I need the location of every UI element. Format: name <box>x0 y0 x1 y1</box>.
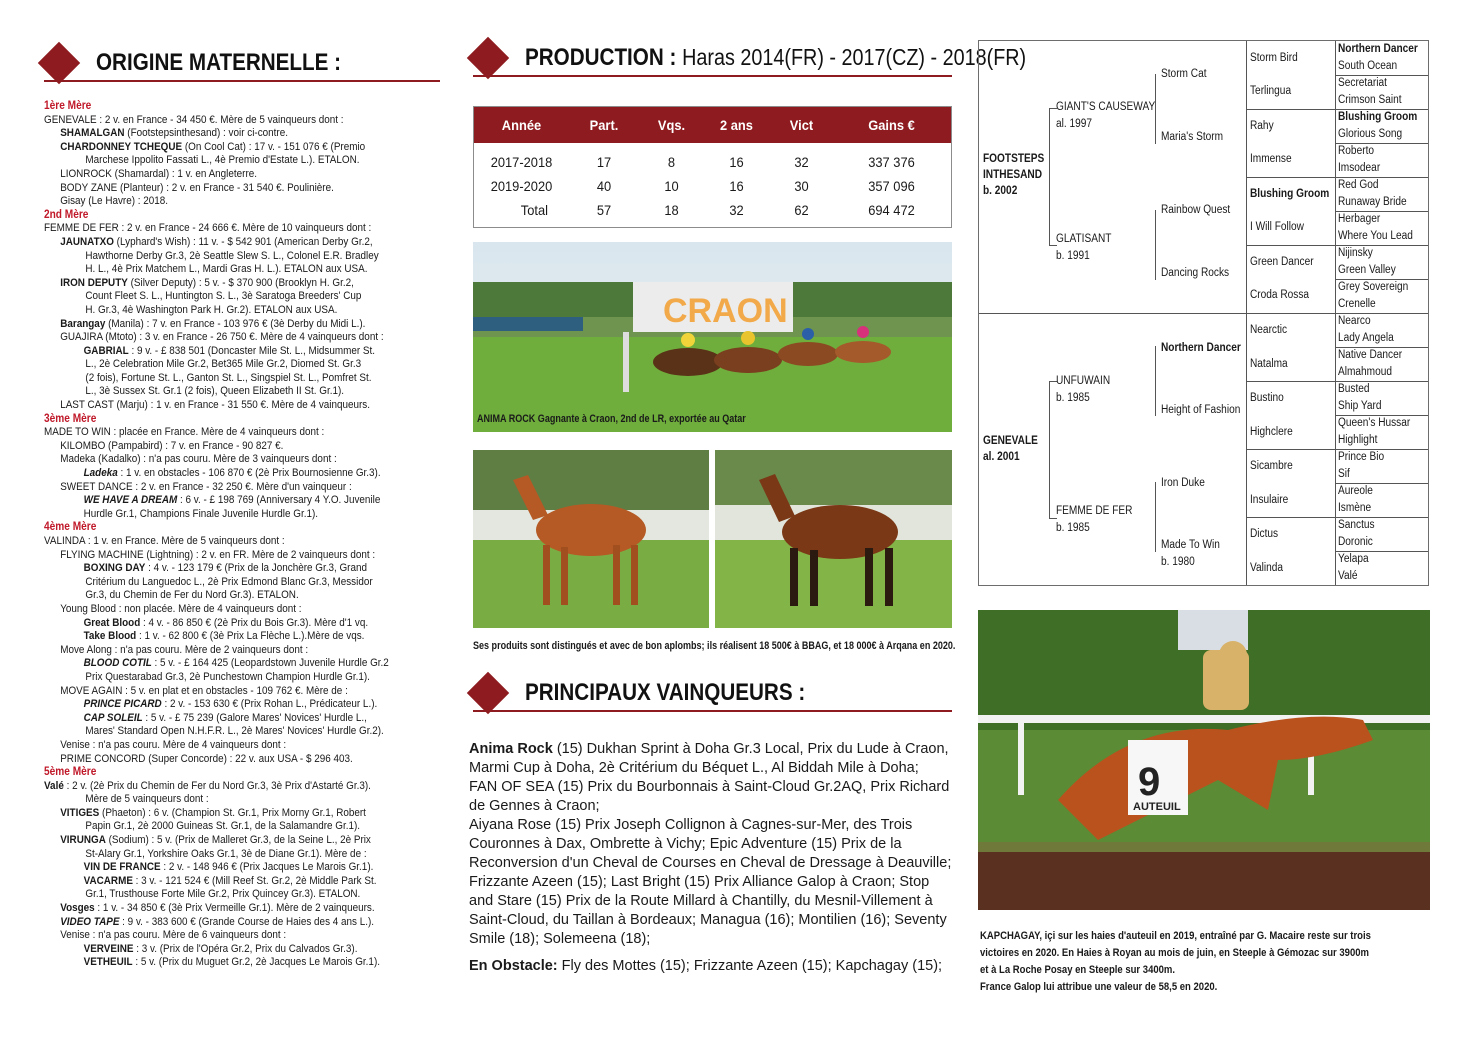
production-table <box>473 106 952 228</box>
text-line: Mares' Standard Open N.H.F.R. L., 2è Mares' Novices' Hurdle Gr.2). <box>85 725 384 738</box>
g5-name: Green Valley <box>1338 264 1396 276</box>
bracket <box>1155 346 1156 416</box>
g2-name: GIANT'S CAUSEWAY <box>1056 101 1156 113</box>
svg-text:CRAON: CRAON <box>663 292 788 330</box>
horse-name: SHAMALGAN <box>60 127 125 140</box>
text-line: MOVE AGAIN : 5 v. en plat et en obstacles - 109 762 €. Mère de : <box>60 684 348 697</box>
text-line: (On Cool Cat) : 17 v. - 151 076 € (Premio <box>182 140 366 153</box>
g5-name: Doronic <box>1338 536 1373 548</box>
text-line: Count Fleet S. L., Huntington S. L., 3è Saratoga Breeders' Cup <box>85 290 362 303</box>
text-line: (Lyphard's Wish) : 11 v. - $ 542 901 (American Derby Gr.2, <box>113 235 373 248</box>
horse-name: BOXING DAY <box>83 562 146 575</box>
text-line: : 9 v. - 383 600 € (Grande Course de Haies des 4 ans L.). <box>119 915 375 928</box>
horse-name: GABRIAL <box>83 344 129 357</box>
g2-birth: b. 1985 <box>1056 522 1090 534</box>
horse-name: WE HAVE A DREAM <box>83 494 178 507</box>
text-line: Marchese Ippolito Fassati L., 4è Premio d'Estate L.). ETALON. <box>85 154 360 167</box>
text-line: : 5 v. - £ 75 239 (Galore Mares' Novices' Hurdle L., <box>142 711 367 724</box>
text-line: : 2 v. - 153 630 € (Prix Rohan L., Prédicateur L.). <box>161 698 378 711</box>
g5-name: Ismène <box>1338 502 1372 514</box>
text-line: Mère de 5 vainqueurs dont : <box>85 793 209 806</box>
col-header: Année <box>501 117 542 133</box>
text-line: (2 fois), Fortune St. L., Ganton St. L., Singspiel St. L., Pomfret St. <box>85 371 372 384</box>
text-line: : 1 v. - 62 800 € (3è Prix La Flèche L.).Mère de vqs. <box>136 630 365 643</box>
text-line: PRIME CONCORD (Super Concorde) : 22 v. aux USA - $ 296 403. <box>60 752 353 765</box>
g5-name: Crenelle <box>1338 298 1376 310</box>
text-line: Prix Questarabad Gr.3, 2è Punchestown Champion Hurdle Gr.1). <box>85 670 370 683</box>
horse-name: IRON DEPUTY <box>60 276 128 289</box>
g4-name: Bustino <box>1250 392 1284 404</box>
text-line: Gr.1, Trusthouse Forte Mile Gr.2, Prix Quincey Gr.3). ETALON. <box>85 888 361 901</box>
bracket <box>1049 381 1050 519</box>
g3-name: Maria's Storm <box>1161 131 1224 143</box>
g3-birth: b. 1980 <box>1161 556 1195 568</box>
g2-name: GLATISANT <box>1056 233 1112 245</box>
bracket <box>1049 108 1050 246</box>
horse-name: PRINCE PICARD <box>83 698 162 711</box>
g5-name: Native Dancer <box>1338 349 1403 361</box>
mere-heading: 2nd Mère <box>44 208 89 221</box>
horse-name: Barangay <box>60 317 106 330</box>
text-line: MADE TO WIN : placée en France. Mère de 4 vainqueurs dont : <box>44 426 325 439</box>
g4-name: Sicambre <box>1250 460 1293 472</box>
mere-heading: 5ème Mère <box>44 766 97 779</box>
text-line: FEMME DE FER : 2 v. en France - 24 666 €. Mère de 10 vainqueurs dont : <box>44 222 372 235</box>
g5-name: Herbager <box>1338 213 1381 225</box>
foal-photo-right <box>715 450 952 628</box>
g2-name: FEMME DE FER <box>1056 505 1133 517</box>
g4-name: Blushing Groom <box>1250 188 1330 200</box>
production-title-label: PRODUCTION : <box>525 44 677 71</box>
kapchagay-caption <box>980 928 1450 996</box>
bracket <box>1155 482 1156 552</box>
caption-line: victoires en 2020. En Haies à Royan au mois de juin, en Steeple à Gémozac sur 3900m <box>980 947 1369 959</box>
g5-name: Almahmoud <box>1338 366 1393 378</box>
text-line: KILOMBO (Pampabird) : 7 v. en France - 90 827 €. <box>60 439 284 452</box>
horse-name: Ladeka <box>83 467 118 480</box>
text-line: H. Gr.3, 4è Washington Park H. Gr.2). ETALON aux USA. <box>85 303 338 316</box>
g4-name: Storm Bird <box>1250 52 1298 64</box>
text-line: : 6 v. - £ 198 769 (Anniversary 4 Y.O. Juvenile <box>177 494 381 507</box>
g3-name: Rainbow Quest <box>1161 204 1231 216</box>
col-header: Vict <box>789 117 814 133</box>
text-line: Critérium du Languedoc L., 2è Prix Edmond Blanc Gr.3, Messidor <box>85 575 373 588</box>
g5-name: Ship Yard <box>1338 400 1382 412</box>
divider <box>1246 449 1428 450</box>
text-line: SWEET DANCE : 2 v. en France - 32 250 €. Mère d'un vainqueur : <box>60 480 352 493</box>
text-line: St-Alary Gr.1, Yorkshire Oaks Gr.1, 3è de Diane Gr.1). Mère de : <box>85 847 367 860</box>
production-header <box>473 40 1027 84</box>
sire-name: FOOTSTEPS <box>983 153 1045 165</box>
g4-name: I Will Follow <box>1250 221 1304 233</box>
g3-name: Storm Cat <box>1161 68 1207 80</box>
g5-name: Queen's Hussar <box>1338 417 1411 429</box>
g5-name: Valé <box>1338 570 1358 582</box>
g5-name: Northern Dancer <box>1338 43 1418 55</box>
table-row <box>474 174 951 198</box>
foal-photo-left <box>473 450 709 628</box>
dam-birth: al. 2001 <box>983 451 1020 463</box>
g5-name: Sif <box>1338 468 1350 480</box>
horse-name: VACARME <box>83 874 133 887</box>
g4-name: Rahy <box>1250 120 1274 132</box>
mere-heading: 4ème Mère <box>44 521 97 534</box>
text-line: Venise : n'a pas couru. Mère de 4 vainqueurs dont : <box>60 738 287 751</box>
text-line: : 2 v. - 148 946 € (Prix Jacques Le Marois Gr.1). <box>160 861 374 874</box>
sire-name: INTHESAND <box>983 169 1043 181</box>
winners-text <box>469 740 953 976</box>
g4-name: Nearctic <box>1250 324 1288 336</box>
cell: 32 <box>729 202 744 218</box>
text-line: BODY ZANE (Planteur) : 2 v. en France - 31 540 €. Poulinière. <box>60 181 334 194</box>
g4-name: Insulaire <box>1250 494 1289 506</box>
g5-name: Highlight <box>1338 434 1378 446</box>
horse-name: Great Blood <box>83 616 141 629</box>
cell: 357 096 <box>868 178 915 194</box>
text-line: L., 2è Celebration Mile Gr.2, Bet365 Mile Gr.2, Diomed St. Gr.3 <box>85 358 362 371</box>
g3-name: Iron Duke <box>1161 477 1205 489</box>
cell: 337 376 <box>868 154 915 170</box>
text-line: : 5 v. (Prix du Muguet Gr.2, 2è Jacques Le Marois Gr.1). <box>132 956 380 969</box>
g5-name: Prince Bio <box>1338 451 1385 463</box>
text-line: : 2 v. (2è Prix du Chemin de Fer du Nord Gr.3, 3è Prix d'Astarté Gr.3). <box>63 779 371 792</box>
text-line: : 5 v. - £ 164 425 (Leopardstown Juvenile Hurdle Gr.2 <box>151 657 389 670</box>
origine-text <box>44 100 444 970</box>
text-line: : 9 v. - £ 838 501 (Doncaster Mile St. L., Midsummer St. <box>128 344 376 357</box>
winner-line: FAN OF SEA (15) Prix du Bourbonnais à Saint-Cloud Gr.2AQ, Prix Richard de Gennes à Craon; <box>469 779 950 814</box>
g4-name: Immense <box>1250 153 1292 165</box>
winner-line: Aiyana Rose (15) Prix Joseph Collignon à Cagnes-sur-Mer, des Trois Couronnes à Dax, Ombrette à Vichy; Epic Adventure (15) Prix de la Reconversion d'un Cheval de Courses en Cheval de Dressage à Deauville; Frizzante Azeen (15); Last Bright (15) Prix Alliance Galop à Craon; Stop and Stare (15) Prix de la Route Millard à Chantilly, du Mesnil-Villement à Saint-Cloud, du Taillan à Bordeaux; Managua (16); Montilien (16); Seventy Smile (18); Solemeena (18); <box>469 817 952 947</box>
production-title <box>525 44 1026 72</box>
cell: Total <box>520 202 548 218</box>
col-header: Gains € <box>868 117 915 133</box>
g4-name: Green Dancer <box>1250 256 1314 268</box>
g3-name: Dancing Rocks <box>1161 267 1230 279</box>
cell: 62 <box>794 202 809 218</box>
cell: 2019-2020 <box>490 178 553 194</box>
g5-name: Yelapa <box>1338 553 1369 565</box>
g2-birth: al. 1997 <box>1056 118 1093 130</box>
cell: 30 <box>794 178 809 194</box>
horse-name: VETHEUIL <box>83 956 133 969</box>
table-row <box>474 198 951 222</box>
header-rule <box>44 80 440 82</box>
sire-birth: b. 2002 <box>983 185 1018 197</box>
text-line: Move Along : n'a pas couru. Mère de 2 vainqueurs dont : <box>60 643 309 656</box>
horse-name: Valé <box>44 779 64 792</box>
winner-line: Fly des Mottes (15); Frizzante Azeen (15); Kapchagay (15); <box>557 958 943 974</box>
g5-name: Busted <box>1338 383 1370 395</box>
text-line: : 4 v. - 123 179 € (Prix de la Jonchère Gr.3, Grand <box>145 562 367 575</box>
text-line: Madeka (Kadalko) : n'a pas couru. Mère de 3 vainqueurs dont : <box>60 453 337 466</box>
cell: 16 <box>729 178 744 194</box>
text-line: FLYING MACHINE (Lightning) : 2 v. en FR. Mère de 2 vainqueurs dont : <box>60 548 376 561</box>
g5-name: Nearco <box>1338 315 1371 327</box>
horse-name: Vosges <box>60 902 95 915</box>
col-header: Part. <box>589 117 619 133</box>
text-line: (Silver Deputy) : 5 v. - $ 370 900 (Brooklyn H. Gr.2, <box>127 276 354 289</box>
g4-name: Terlingua <box>1250 85 1292 97</box>
g4-name: Croda Rossa <box>1250 289 1310 301</box>
cell: 32 <box>794 154 809 170</box>
g2-birth: b. 1991 <box>1056 250 1090 262</box>
cell: 694 472 <box>868 202 915 218</box>
text-line: Papin Gr.1, 2è 2000 Guineas St. Gr.1, de la Salamandre Gr.1). <box>85 820 361 833</box>
g5-name: Red God <box>1338 179 1379 191</box>
g5-name: Blushing Groom <box>1338 111 1418 123</box>
winner-line: (15) Dukhan Sprint à Doha Gr.3 Local, Prix du Lude à Craon, Marmi Cup à Doha, 2è Critérium du Béquet L., Al Biddah Mile à Doha; <box>469 741 949 776</box>
text-line: Gisay (Le Havre) : 2018. <box>60 195 169 208</box>
bracket <box>1155 210 1156 280</box>
text-line: GENEVALE : 2 v. en France - 34 450 €. Mère de 5 vainqueurs dont : <box>44 113 344 126</box>
g5-name: Roberto <box>1338 145 1375 157</box>
text-line: (Phaeton) : 6 v. (Champion St. Gr.1, Prix Morny Gr.1, Robert <box>99 806 366 819</box>
divider <box>1246 245 1428 246</box>
g5-name: Where You Lead <box>1338 230 1413 242</box>
text-line: (Manila) : 7 v. en France - 103 976 € (3è Derby du Midi L.). <box>105 317 366 330</box>
text-line: Gr.3, du Chemin de Fer du Nord Gr.3). ETALON. <box>85 589 299 602</box>
g5-name: Grey Sovereign <box>1338 281 1409 293</box>
saddle-number: 9 <box>1138 760 1161 804</box>
text-line: Hurdle Gr.1, Champions Finale Juvenile Hurdle Gr.1). <box>83 507 319 520</box>
foal-illustration <box>715 450 952 628</box>
text-line: GUAJIRA (Mtoto) : 3 v. en France - 26 750 €. Mère de 4 vainqueurs dont : <box>60 331 384 344</box>
header-rule <box>473 710 952 712</box>
vainqueurs-title: PRINCIPAUX VAINQUEURS : <box>525 679 806 706</box>
text-line: H. L., 4è Prix Matchem L., Mardi Gras H. L.). ETALON aux USA. <box>85 263 368 276</box>
production-subtitle: Haras 2014(FR) - 2017(CZ) - 2018(FR) <box>682 44 1027 70</box>
col-header: 2 ans <box>720 117 753 133</box>
g5-name: Glorious Song <box>1338 128 1403 140</box>
cell: 2017-2018 <box>490 154 553 170</box>
cell: 57 <box>596 202 612 218</box>
g5-name: Nijinsky <box>1338 247 1373 259</box>
g4-name: Dictus <box>1250 528 1279 540</box>
text-line: Venise : n'a pas couru. Mère de 6 vainqueurs dont : <box>60 929 287 942</box>
mere-heading: 1ère Mère <box>44 100 92 112</box>
race-photo-caption: ANIMA ROCK Gagnante à Craon, 2nd de LR, exportée au Qatar <box>477 413 746 425</box>
text-line: : 3 v. (Prix de l'Opéra Gr.2, Prix du Calvados Gr.3). <box>133 942 358 955</box>
cell: 10 <box>664 178 679 194</box>
steeplechase-illustration <box>978 610 1430 910</box>
text-line: (Sodium) : 5 v. (Prix de Malleret Gr.3, de la Seine L., 2è Prix <box>105 834 371 847</box>
race-photo <box>473 242 952 432</box>
g5-name: Crimson Saint <box>1338 94 1402 106</box>
cell: 16 <box>729 154 744 170</box>
text-line: : 1 v. en obstacles - 106 870 € (2è Prix Bournosienne Gr.3). <box>117 467 381 480</box>
text-line: : 1 v. - 34 850 € (3è Prix Vermeille Gr.1). Mère de 2 vainqueurs. <box>94 902 375 915</box>
text-line: L., 3è Sussex St. Gr.1 (2 fois), Queen Elizabeth II St. Gr.1). <box>85 385 345 398</box>
text-line: VALINDA : 1 v. en France. Mère de 5 vainqueurs dont : <box>44 535 285 547</box>
table-row <box>474 150 951 174</box>
caption-line: France Galop lui attribue une valeur de 58,5 en 2020. <box>980 981 1218 993</box>
text-line: (Footstepsinthesand) : voir ci-contre. <box>124 127 288 140</box>
g4-name: Highclere <box>1250 426 1293 438</box>
text-line: : 4 v. - 86 850 € (2è Prix du Bois Gr.3). Mère d'1 vq. <box>140 616 369 629</box>
text-line: Young Blood : non placée. Mère de 4 vainqueurs dont : <box>60 602 302 615</box>
horse-name: Anima Rock <box>469 741 553 757</box>
g3-name: Made To Win <box>1161 539 1220 551</box>
diamond-icon <box>467 37 509 79</box>
g5-name: Imsodear <box>1338 162 1381 174</box>
divider <box>1246 177 1428 178</box>
text-line: LIONROCK (Shamardal) : 1 v. en Angleterre. <box>60 167 258 180</box>
table-header <box>474 107 951 143</box>
vainqueurs-header <box>473 675 952 719</box>
saddle-brand: AUTEUIL <box>1133 801 1181 813</box>
horse-name: VITIGES <box>60 806 100 819</box>
origine-title: ORIGINE MATERNELLE : <box>96 49 342 76</box>
g5-name: South Ocean <box>1338 60 1398 72</box>
horse-name: Take Blood <box>83 630 137 643</box>
cell: 40 <box>596 178 612 194</box>
origine-header <box>44 45 440 89</box>
g5-name: Sanctus <box>1338 519 1375 531</box>
g5-name: Aureole <box>1338 485 1373 497</box>
cell: 8 <box>667 154 676 170</box>
g2-name: UNFUWAIN <box>1056 375 1111 387</box>
header-rule <box>473 75 952 77</box>
horse-name: CHARDONNEY TCHEQUE <box>60 140 183 153</box>
obstacle-label: En Obstacle: <box>469 958 558 974</box>
horse-name: VIDEO TAPE <box>60 915 120 928</box>
mere-heading: 3ème Mère <box>44 412 97 425</box>
diamond-icon <box>467 672 509 714</box>
cell: 17 <box>596 154 612 170</box>
text-line: LAST CAST (Marju) : 1 v. en France - 31 550 €. Mère de 4 vainqueurs. <box>60 399 370 412</box>
g5-name: Runaway Bride <box>1338 196 1407 208</box>
horse-name: BLOOD COTIL <box>83 657 152 670</box>
pedigree-chart <box>978 40 1429 586</box>
dam-name: GENEVALE <box>983 435 1038 447</box>
caption-line: KAPCHAGAY, içi sur les haies d'auteuil en 2019, entraîné par G. Macaire reste sur trois <box>980 930 1371 942</box>
g4-name: Natalma <box>1250 358 1288 370</box>
g3-name: Height of Fashion <box>1161 404 1241 416</box>
foal-photos-caption: Ses produits sont distingués et avec de bon aplombs; ils réalisent 18 500€ à BBAG, et 18 000€ à Arqana en 2020. <box>473 640 956 652</box>
g5-name: Secretariat <box>1338 77 1387 89</box>
divider <box>1246 381 1428 382</box>
diamond-icon <box>38 42 80 84</box>
g3-name: Northern Dancer <box>1161 342 1241 354</box>
horse-name: JAUNATXO <box>60 235 114 248</box>
kapchagay-photo <box>978 610 1430 910</box>
cell: 18 <box>664 202 679 218</box>
text-line: : 3 v. - 121 524 € (Mill Reef St. Gr.2, 2è Middle Park St. <box>132 874 377 887</box>
race-photo-illustration <box>473 242 952 432</box>
g2-birth: b. 1985 <box>1056 392 1090 404</box>
caption-line: et à La Roche Posay en Steeple sur 3400m. <box>980 964 1176 976</box>
divider <box>1246 517 1428 518</box>
foal-illustration <box>473 450 709 628</box>
horse-name: VIRUNGA <box>60 834 106 847</box>
col-header: Vqs. <box>657 117 686 133</box>
horse-name: VIN DE FRANCE <box>83 861 161 874</box>
horse-name: VERVEINE <box>83 942 134 955</box>
g5-name: Lady Angela <box>1338 332 1394 344</box>
horse-name: CAP SOLEIL <box>83 711 143 724</box>
text-line: Hawthorne Derby Gr.3, 2è Seattle Slew S. L., Colonel E.R. Bradley <box>85 249 379 262</box>
g4-name: Valinda <box>1250 562 1284 574</box>
